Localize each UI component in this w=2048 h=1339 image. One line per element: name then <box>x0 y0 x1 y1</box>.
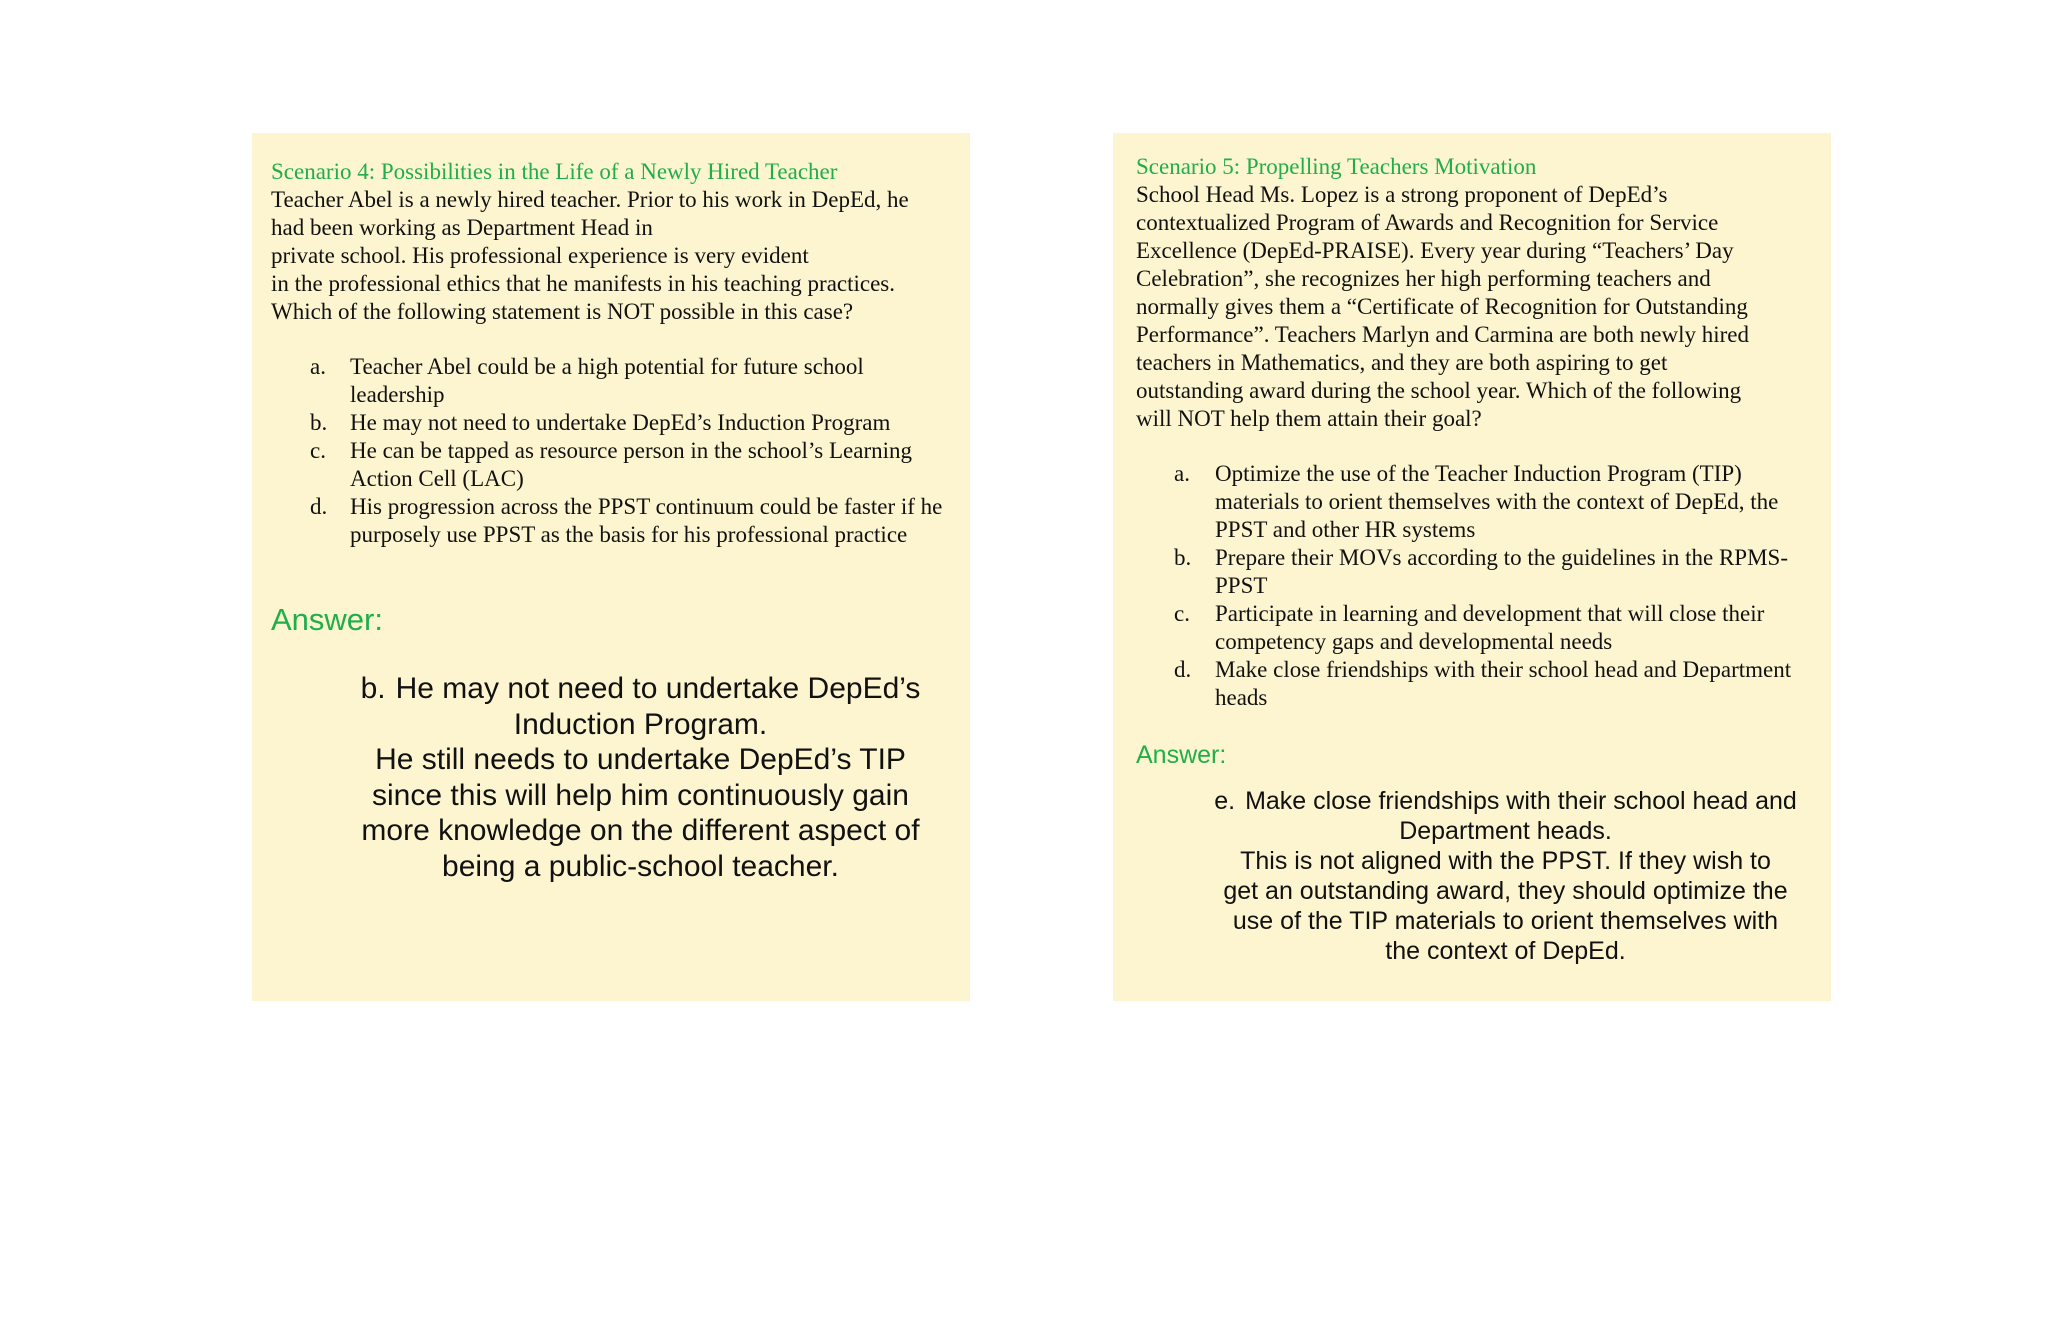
scenario-5-body-line: teachers in Mathematics, and they are both aspiring to get <box>1136 350 1668 375</box>
option-letter: c. <box>1174 601 1190 626</box>
scenario-5-body <box>1136 181 1811 433</box>
scenario-5-options <box>1136 460 1811 712</box>
option-item <box>271 409 950 437</box>
answer-line: This is not aligned with the PPST. If they wish to <box>1240 847 1771 875</box>
option-letter: d. <box>1174 657 1192 682</box>
scenario-5-body-line: School Head Ms. Lopez is a strong proponent of DepEd’s <box>1136 182 1668 207</box>
scenario-4-body-line: had been working as Department Head in <box>271 215 653 240</box>
option-text: Prepare their MOVs according to the guidelines in the RPMS-PPST <box>1215 545 1788 598</box>
scenario-5-body-line: normally gives them a “Certificate of Recognition for Outstanding <box>1136 294 1748 319</box>
scenario-5-title: Scenario 5: Propelling Teachers Motivation <box>1136 154 1537 179</box>
option-text: Teacher Abel could be a high potential for future school leadership <box>350 354 864 407</box>
option-text: His progression across the PPST continuum could be faster if he purposely use PPST as the basis for his professional practice <box>350 494 943 547</box>
option-letter: b. <box>310 410 328 435</box>
option-item <box>271 493 950 549</box>
option-text: He may not need to undertake DepEd’s Induction Program <box>350 410 891 435</box>
option-item <box>1136 544 1811 600</box>
answer-letter: e. <box>1214 787 1236 815</box>
scenario-5-body-line: contextualized Program of Awards and Recognition for Service <box>1136 210 1719 235</box>
scenario-5-body-line: will NOT help them attain their goal? <box>1136 406 1482 431</box>
answer-head <box>331 671 950 707</box>
answer-line: Induction Program. <box>513 707 768 741</box>
scenario-4-title: Scenario 4: Possibilities in the Life of a Newly Hired Teacher <box>271 159 838 184</box>
option-item <box>271 437 950 493</box>
scenario-4-options <box>271 353 950 549</box>
answer-line: being a public-school teacher. <box>442 849 839 883</box>
option-letter: a. <box>310 354 326 379</box>
scenario-5-answer <box>1136 786 1811 966</box>
option-item <box>1136 600 1811 656</box>
scenario-5-body-line: Celebration”, she recognizes her high performing teachers and <box>1136 266 1711 291</box>
scenario-5-card <box>1113 133 1831 1001</box>
answer-letter: b. <box>360 672 386 705</box>
option-text: Participate in learning and development that will close their competency gaps and developmental needs <box>1215 601 1765 654</box>
scenario-5-answer-label: Answer: <box>1136 741 1227 769</box>
option-text: He can be tapped as resource person in the school’s Learning Action Cell (LAC) <box>350 438 913 491</box>
scenario-4-body-line: Teacher Abel is a newly hired teacher. Prior to his work in DepEd, he <box>271 187 909 212</box>
answer-line: Make close friendships with their school head and <box>1245 787 1797 815</box>
scenario-5-body-line: outstanding award during the school year. Which of the following <box>1136 378 1742 403</box>
option-text: Make close friendships with their school head and Department heads <box>1215 657 1792 710</box>
scenario-4-body-line: in the professional ethics that he manifests in his teaching practices. <box>271 271 896 296</box>
option-letter: b. <box>1174 545 1192 570</box>
answer-line: He still needs to undertake DepEd’s TIP <box>375 743 906 776</box>
answer-line: get an outstanding award, they should optimize the <box>1223 877 1788 905</box>
scenario-5-body-line: Excellence (DepEd-PRAISE). Every year during “Teachers’ Day <box>1136 238 1734 263</box>
answer-line: Department heads. <box>1399 817 1612 845</box>
option-item <box>1136 656 1811 712</box>
answer-head <box>1200 786 1811 816</box>
option-letter: c. <box>310 438 326 463</box>
scenario-4-body <box>271 186 950 326</box>
answer-line: the context of DepEd. <box>1385 937 1626 965</box>
option-item <box>271 353 950 409</box>
answer-line: He may not need to undertake DepEd’s <box>395 672 921 705</box>
scenario-5-body-line: Performance”. Teachers Marlyn and Carmina are both newly hired <box>1136 322 1749 347</box>
scenario-4-card <box>252 133 970 1001</box>
scenario-4-answer <box>271 671 950 884</box>
option-letter: a. <box>1174 461 1190 486</box>
option-item <box>1136 460 1811 544</box>
scenario-4-body-line: private school. His professional experience is very evident <box>271 243 809 268</box>
answer-line: more knowledge on the different aspect of <box>361 814 920 847</box>
answer-line: since this will help him continuously gain <box>372 778 909 812</box>
option-letter: d. <box>310 494 328 519</box>
scenario-4-answer-label: Answer: <box>271 602 383 637</box>
scenario-4-body-line: Which of the following statement is NOT possible in this case? <box>271 299 854 324</box>
answer-line: use of the TIP materials to orient themselves with <box>1232 907 1779 935</box>
option-text: Optimize the use of the Teacher Induction Program (TIP) materials to orient themselves with the context of DepEd, the PPST and other HR systems <box>1215 461 1779 542</box>
